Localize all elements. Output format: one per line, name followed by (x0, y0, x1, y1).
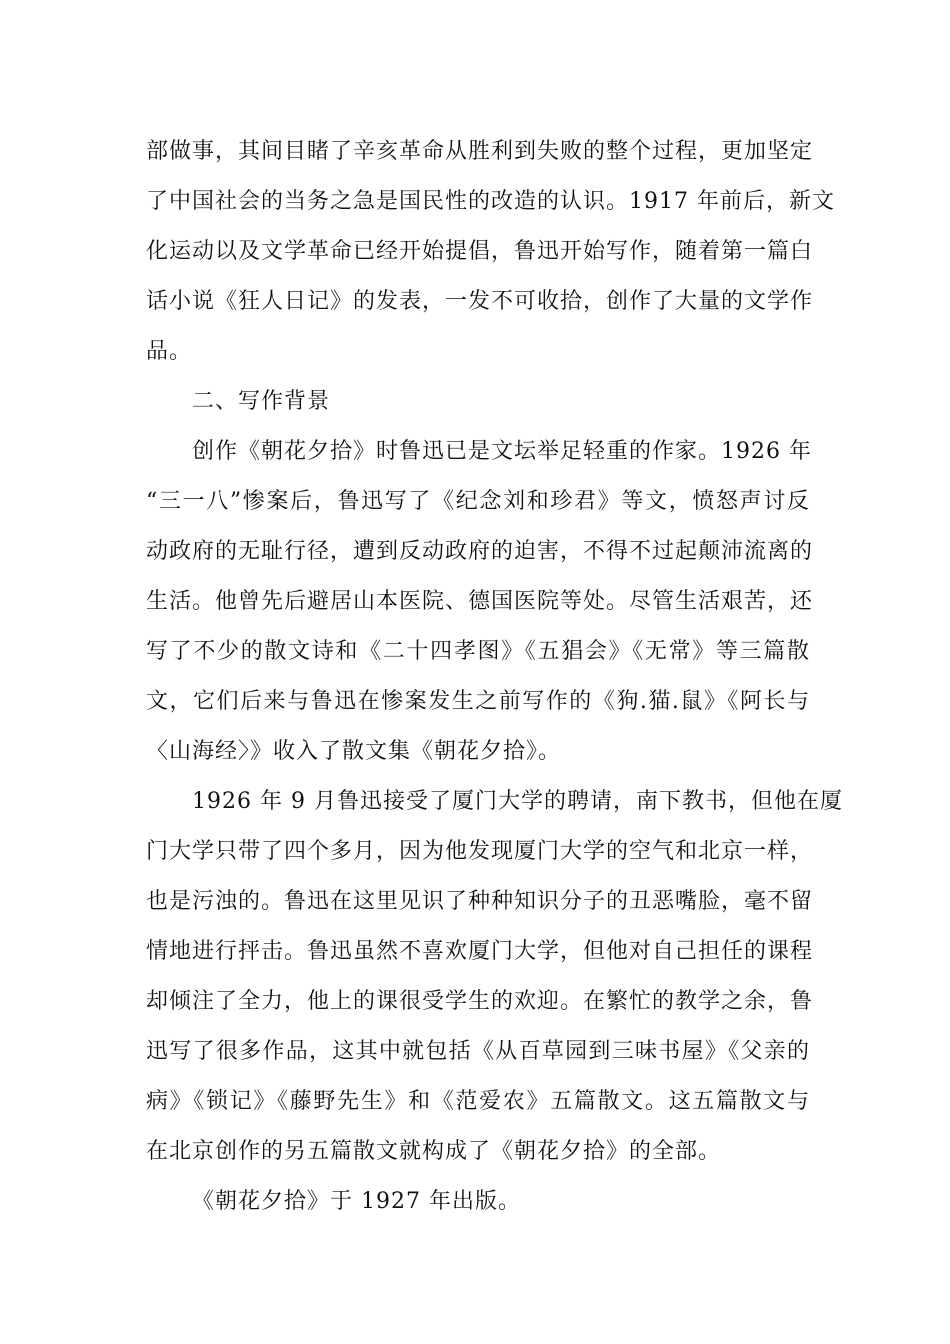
text-line-3: 化运动以及文学革命已经开始提倡，鲁迅开始写作，随着第一篇白 (146, 239, 814, 264)
text-line-19: 迅写了很多作品，这其中就包括《从百草园到三味书屋》《父亲的 (146, 1039, 810, 1064)
text-line-4: 话小说《狂人日记》的发表，一发不可收拾，创作了大量的文学作 (146, 289, 814, 314)
text-line-20: 病》《锁记》《藤野先生》和《范爱农》五篇散文。这五篇散文与 (146, 1089, 810, 1114)
text-line-10: 生活。他曾先后避居山本医院、德国医院等处。尽管生活艰苦，还 (146, 589, 814, 614)
text-line-2: 了中国社会的当务之急是国民性的改造的认识。1917 年前后，新文 (146, 189, 835, 214)
text-line-21: 在北京创作的另五篇散文就构成了《朝花夕拾》的全部。 (146, 1139, 722, 1164)
text-line-17: 情地进行抨击。鲁迅虽然不喜欢厦门大学，但他对自己担任的课程 (146, 939, 814, 964)
section-heading: 二、写作背景 (192, 389, 331, 414)
text-line-15: 门大学只带了四个多月，因为他发现厦门大学的空气和北京一样， (146, 839, 814, 864)
text-line-13: 〈山海经〉》收入了散文集《朝花夕拾》。 (146, 739, 562, 764)
text-line-1: 部做事，其间目睹了辛亥革命从胜利到失败的整个过程，更加坚定 (146, 139, 814, 164)
text-line-12: 文，它们后来与鲁迅在惨案发生之前写作的《狗.猫.鼠》《阿长与 (146, 689, 810, 714)
text-line-22: 《朝花夕拾》于 1927 年出版。 (192, 1189, 521, 1214)
text-line-16: 也是污浊的。鲁迅在这里见识了种种知识分子的丑恶嘴脸，毫不留 (146, 889, 814, 914)
text-line-18: 却倾注了全力，他上的课很受学生的欢迎。在繁忙的教学之余，鲁 (146, 989, 814, 1014)
text-line-14: 1926 年 9 月鲁迅接受了厦门大学的聘请，南下教书，但他在厦 (192, 789, 843, 814)
text-line-5: 品。 (146, 339, 193, 364)
text-line-8: “三一八”惨案后，鲁迅写了《纪念刘和珍君》等文，愤怒声讨反 (146, 489, 810, 514)
text-line-7: 创作《朝花夕拾》时鲁迅已是文坛举足轻重的作家。1926 年 (192, 439, 812, 464)
text-line-9: 动政府的无耻行径，遭到反动政府的迫害，不得不过起颠沛流离的 (146, 539, 814, 564)
text-line-11: 写了不少的散文诗和《二十四孝图》《五猖会》《无常》等三篇散 (146, 639, 810, 664)
